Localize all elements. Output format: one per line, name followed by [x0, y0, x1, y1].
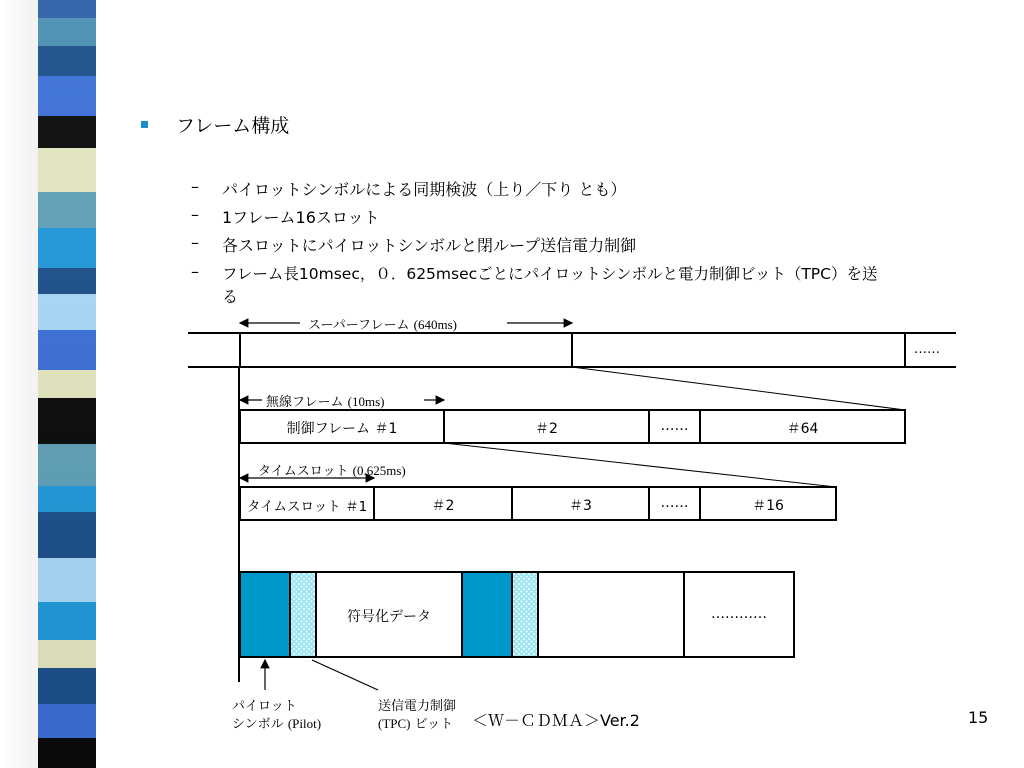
pilot-annotation-line2: シンボル (Pilot)	[232, 716, 322, 732]
tpc-annotation-line1: 送信電力制御	[378, 699, 457, 714]
data-ellipsis: …………	[711, 606, 767, 622]
superframe-ellipsis: ……	[914, 342, 940, 357]
pilot-block-1	[240, 572, 290, 657]
slot-cell-3: ＃3	[569, 498, 592, 514]
tpc-block-1	[290, 572, 316, 657]
slot-cell-ellipsis: ……	[660, 495, 689, 511]
superframe-label: スーパーフレーム (640ms)	[308, 317, 458, 333]
pilot-annotation-line1: パイロット	[232, 699, 297, 714]
slot-cell-1: タイムスロット ＃1	[246, 499, 368, 515]
tpc-block-2	[512, 572, 538, 657]
dash-bullet-icon: –	[191, 177, 199, 196]
data-block-2	[538, 572, 684, 657]
footer-title: ＜Ｗ－ＣＤＭＡ＞Ver.2	[472, 711, 640, 730]
dash-bullet-icon: –	[191, 205, 199, 224]
dash-bullet-icon: –	[191, 262, 199, 281]
frame-cell-ellipsis: ……	[660, 418, 689, 434]
dash-bullet-icon: –	[191, 233, 199, 252]
tpc-annotation-line2: (TPC) ビット	[378, 716, 454, 732]
frame-cell-1: 制御フレーム ＃1	[286, 421, 398, 437]
slot-cell-16: ＃16	[752, 498, 784, 514]
timeslot-label: タイムスロット (0.625ms)	[258, 463, 406, 479]
pilot-block-2	[462, 572, 512, 657]
coded-data-label: 符号化データ	[347, 609, 431, 625]
sub-bullet-1: パイロットシンボルによる同期検波（上り／下り とも）	[222, 180, 627, 199]
slot-cell-2: ＃2	[431, 498, 455, 514]
frame-cell-2: ＃2	[535, 421, 558, 437]
radioframe-label: 無線フレーム (10ms)	[266, 394, 385, 410]
sub-bullet-3: 各スロットにパイロットシンボルと閉ループ送信電力制御	[222, 236, 637, 255]
frame-cell-64: ＃64	[786, 421, 819, 437]
sub-bullet-4-cont: る	[222, 287, 239, 306]
slide-title: フレーム構成	[176, 115, 290, 137]
sub-bullet-2: 1フレーム16スロット	[222, 208, 380, 227]
page-number: 15	[968, 708, 989, 727]
sub-bullet-4: フレーム長10msec，０．625msecごとにパイロットシンボルと電力制御ビット（TPC）を送	[222, 265, 878, 283]
